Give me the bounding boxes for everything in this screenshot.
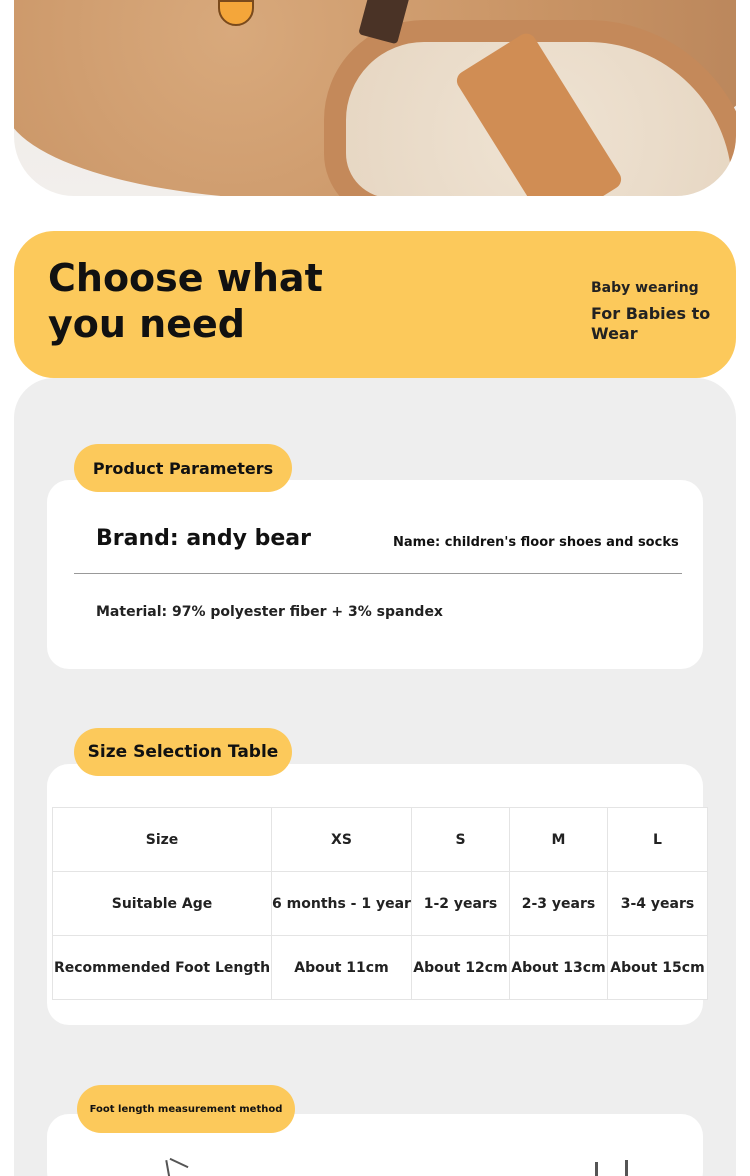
size-table — [52, 807, 708, 1000]
sketch-line — [595, 1162, 598, 1176]
measurement-method-pill — [77, 1085, 295, 1133]
table-cell: About 15cm — [608, 936, 708, 1000]
table-cell: About 11cm — [272, 936, 412, 1000]
table-cell: 2-3 years — [510, 872, 608, 936]
table-row — [53, 936, 708, 1000]
table-row — [53, 872, 708, 936]
table-cell: XS — [272, 808, 412, 872]
product-name-text: Name: children's floor shoes and socks — [393, 535, 679, 550]
product-parameters-card — [47, 480, 703, 669]
size-table-pill — [74, 728, 292, 776]
product-photo — [14, 0, 736, 196]
table-cell: S — [412, 808, 510, 872]
table-header-row — [53, 808, 708, 872]
material-text: Material: 97% polyester fiber + 3% spandex — [96, 604, 443, 620]
table-cell: Size — [53, 808, 272, 872]
table-cell: 3-4 years — [608, 872, 708, 936]
sketch-line — [170, 1158, 189, 1168]
sketch-line — [625, 1160, 628, 1176]
table-cell: About 13cm — [510, 936, 608, 1000]
table-cell: 1-2 years — [412, 872, 510, 936]
product-parameters-pill — [74, 444, 292, 492]
table-cell: Recommended Foot Length — [53, 936, 272, 1000]
size-table-label: Size Selection Table — [87, 742, 279, 762]
banner-subtitle-small: Baby wearing — [591, 280, 699, 296]
table-cell: M — [510, 808, 608, 872]
sketch-line — [165, 1160, 170, 1176]
brand-text: Brand: andy bear — [96, 526, 311, 551]
table-cell: 6 months - 1 year — [272, 872, 412, 936]
header-banner — [14, 231, 736, 378]
page-title: Choose what you need — [48, 256, 323, 346]
banner-subtitle-large: For Babies to Wear — [591, 304, 711, 343]
product-parameters-label: Product Parameters — [92, 458, 274, 478]
table-cell: L — [608, 808, 708, 872]
table-cell: About 12cm — [412, 936, 510, 1000]
divider — [74, 573, 682, 574]
table-cell: Suitable Age — [53, 872, 272, 936]
measurement-method-label: Foot length measurement method — [89, 1103, 283, 1115]
